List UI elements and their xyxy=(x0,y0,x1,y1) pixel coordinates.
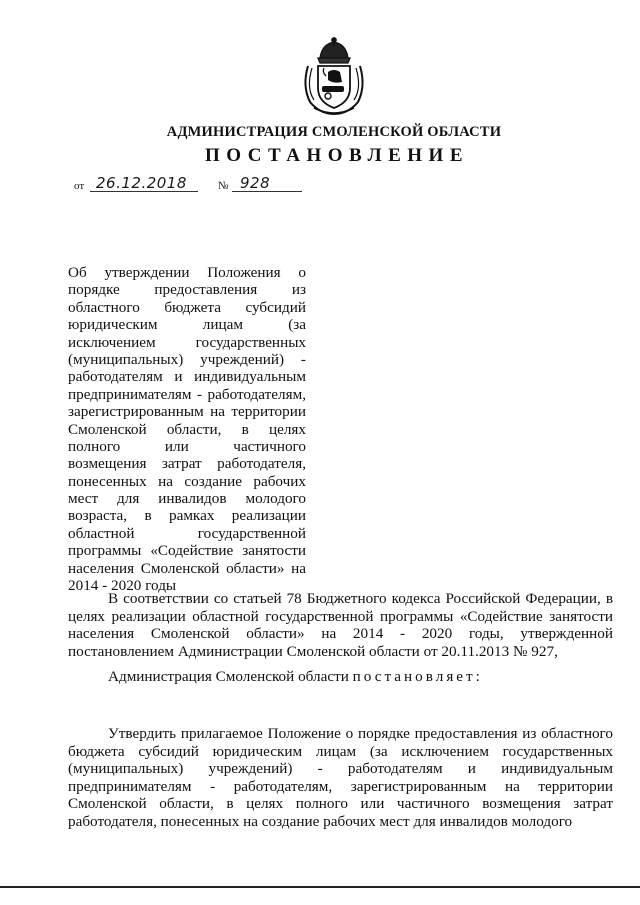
body-paragraph-resolves xyxy=(68,668,613,686)
document-type-title: ПОСТАНОВЛЕНИЕ xyxy=(204,145,470,166)
subject-line: областной государственной xyxy=(68,524,306,542)
subject-line: программы «Содействие занятости xyxy=(68,542,306,560)
date-number-line xyxy=(74,174,314,194)
organization-title: АДМИНИСТРАЦИЯ СМОЛЕНСКОЙ ОБЛАСТИ xyxy=(166,124,502,140)
resolves-prefix: Администрация Смоленской области xyxy=(108,668,349,685)
subject-line: населения Смоленской области» на xyxy=(68,559,306,577)
date-from-label: от xyxy=(74,180,85,192)
subject-line: возраста, в рамках реализации xyxy=(68,507,306,525)
subject-line: предпринимателям - работодателям, xyxy=(68,385,306,403)
document-subject xyxy=(68,264,306,594)
subject-line: зарегистрированным на территории xyxy=(68,403,306,421)
subject-line: возмещения затрат работодателя, xyxy=(68,455,306,473)
number-label: № xyxy=(218,180,229,192)
subject-line: мест для инвалидов молодого xyxy=(68,490,306,508)
document-number: 928 xyxy=(240,174,271,192)
subject-line: полного или частичного xyxy=(68,437,306,455)
document-date: 26.12.2018 xyxy=(96,174,187,192)
subject-line: работодателям и индивидуальным xyxy=(68,368,306,386)
subject-line: областного бюджета субсидий xyxy=(68,298,306,316)
resolves-keyword: постановляет: xyxy=(352,668,483,685)
subject-line: исключением государственных xyxy=(68,333,306,351)
subject-line: понесенных на создание рабочих xyxy=(68,472,306,490)
subject-line: порядке предоставления из xyxy=(68,281,306,299)
subject-line: 2014 - 2020 годы xyxy=(68,577,177,595)
page-bottom-edge xyxy=(0,886,640,888)
subject-line: Об утверждении Положения о xyxy=(68,264,306,281)
body-paragraph-approve: Утвердить прилагаемое Положение о порядке предоставления из областного бюджета субсидий юридическим лицам (за исключением государственных (муниципальных) учреждений) - работодателям и индивидуальным предпринимателям - работодателям, зарегистрированным на территории Смоленской области, в целях полного или частичного возмещения затрат работодателя, понесенных на создание рабочих мест для инвалидов молодого xyxy=(68,725,613,830)
subject-line: Смоленской области, в целях xyxy=(68,420,306,438)
body-paragraph-legal-basis: В соответствии со статьей 78 Бюджетного кодекса Российской Федерации, в целях реализации областной государственной программы «Содействие занятости населения Смоленской области» на 2014 - 2020 годы, утвержденной постановлением Администрации Смоленской области от 20.11.2013 № 927, xyxy=(68,590,613,660)
subject-line: (муниципальных) учреждений) - xyxy=(68,350,306,368)
subject-line: юридическим лицам (за xyxy=(68,316,306,334)
smolensk-coat-of-arms-icon xyxy=(298,36,370,116)
